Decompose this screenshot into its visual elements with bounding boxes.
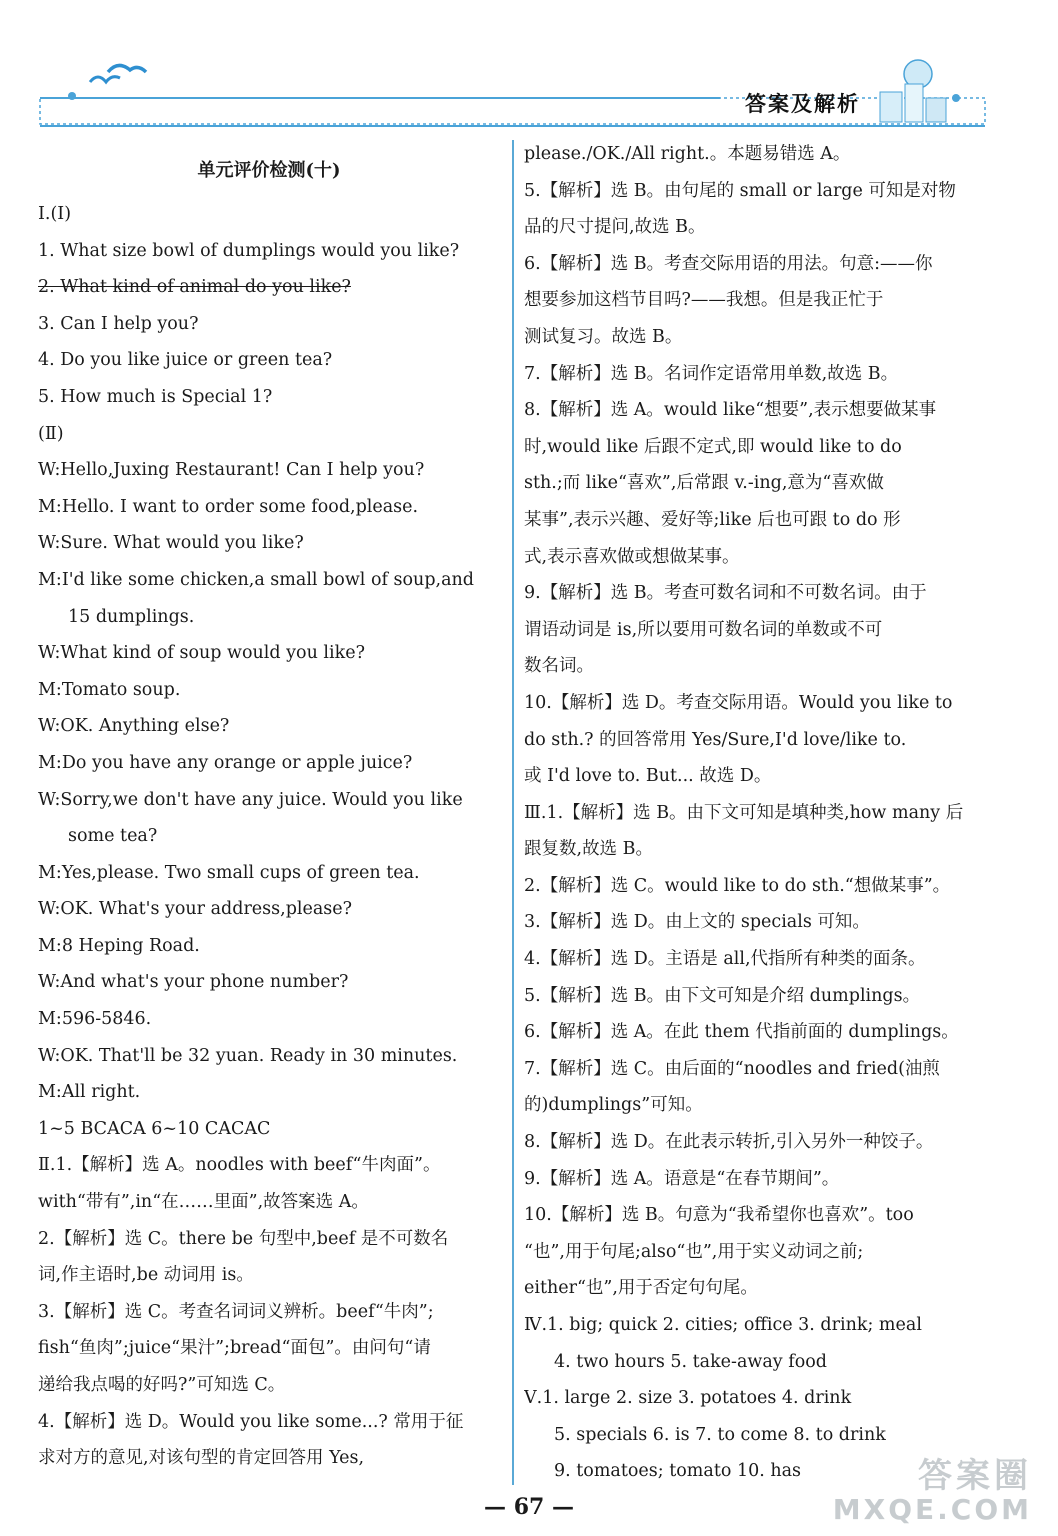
text-line: with“带有”,in“在……里面”,故答案选 A。 — [38, 1192, 369, 1213]
text-line: 10.【解析】选 D。考查交际用语。Would you like to — [524, 692, 953, 713]
text-line: 2.【解析】选 C。would like to do sth.“想做某事”。 — [524, 875, 951, 896]
text-line: M:I'd like some chicken,a small bowl of soup,and — [38, 569, 474, 590]
text-line: Ⅰ.(Ⅰ) — [38, 204, 72, 224]
text-line: W:OK. What's your address,please? — [38, 899, 353, 920]
text-line: 跟复数,故选 B。 — [524, 839, 653, 860]
text-line: 9.【解析】选 B。考查可数名词和不可数名词。由于 — [524, 583, 927, 604]
text-line: Ⅴ.1. large 2. size 3. potatoes 4. drink — [524, 1388, 852, 1409]
text-line: W:Sorry,we don't have any juice. Would you like — [38, 789, 463, 810]
text-line: W:Sure. What would you like? — [38, 533, 304, 554]
text-line: fish“鱼肉”;juice“果汁”;bread“面包”。由问句“请 — [38, 1338, 431, 1359]
text-line: W:And what's your phone number? — [38, 972, 349, 993]
text-line: W:OK. That'll be 32 yuan. Ready in 30 minutes. — [38, 1045, 458, 1066]
section-title: 单元评价检测(十) — [197, 160, 341, 181]
text-line: 4. two hours 5. take-away food — [554, 1351, 828, 1372]
text-line: 数名词。 — [524, 656, 594, 677]
right-column — [524, 136, 986, 1490]
text-line: 6.【解析】选 A。在此 them 代指前面的 dumplings。 — [524, 1022, 959, 1043]
text-line: 的)dumplings”可知。 — [524, 1095, 703, 1116]
text-line: 式,表示喜欢做或想做某事。 — [524, 546, 740, 567]
text-line: 10.【解析】选 B。句意为“我希望你也喜欢”。too — [524, 1205, 914, 1226]
bird-icon — [90, 77, 120, 82]
text-line: M:Tomato soup. — [38, 679, 181, 700]
text-line: W:What kind of soup would you like? — [38, 643, 365, 664]
text-line: M:Yes,please. Two small cups of green tea. — [38, 862, 420, 883]
text-line: 求对方的意见,对该句型的肯定回答用 Yes, — [38, 1448, 365, 1469]
text-line: 4.【解析】选 D。Would you like some...? 常用于征 — [38, 1411, 464, 1432]
text-line: Ⅱ.1.【解析】选 A。noodles with beef“牛肉面”。 — [38, 1155, 441, 1176]
text-line: do sth.? 的回答常用 Yes/Sure,I'd love/like to. — [524, 729, 907, 750]
text-line: 8.【解析】选 A。would like“想要”,表示想要做某事 — [524, 400, 937, 421]
watermark-text-bottom: MXQE.COM — [832, 1493, 1032, 1526]
text-line: (Ⅱ) — [38, 423, 64, 444]
bird-icon — [108, 65, 146, 72]
text-line: 6.【解析】选 B。考查交际用语的用法。句意:——你 — [524, 253, 933, 274]
text-line: 4.【解析】选 D。主语是 all,代指所有种类的面条。 — [524, 949, 926, 970]
text-line: sth.;而 like“喜欢”,后常跟 v.-ing,意为“喜欢做 — [524, 473, 884, 494]
text-line: either“也”,用于否定句句尾。 — [524, 1278, 758, 1299]
text-line: W:Hello,Juxing Restaurant! Can I help you? — [38, 460, 425, 481]
watermark-text-top: 答案圈 — [918, 1456, 1032, 1496]
text-line: 5. specials 6. is 7. to come 8. to drink — [554, 1424, 886, 1445]
text-line: 7.【解析】选 B。名词作定语常用单数,故选 B。 — [524, 363, 899, 384]
page-number: — 67 — — [484, 1494, 574, 1520]
text-line: 5.【解析】选 B。由下文可知是介绍 dumplings。 — [524, 985, 921, 1006]
text-line: 4. Do you like juice or green tea? — [38, 350, 333, 371]
text-line: 9. tomatoes; tomato 10. has — [554, 1461, 802, 1482]
text-line: 9.【解析】选 A。语意是“在春节期间”。 — [524, 1168, 840, 1189]
text-line: 1. What size bowl of dumplings would you like? — [38, 240, 460, 261]
text-line: some tea? — [68, 826, 158, 847]
text-line: 7.【解析】选 C。由后面的“noodles and fried(油煎 — [524, 1058, 940, 1079]
header-frame-decoration — [0, 0, 1058, 140]
text-line: 8.【解析】选 D。在此表示转折,引入另外一种饺子。 — [524, 1132, 934, 1153]
left-column — [38, 136, 500, 1477]
text-line: 2. What kind of animal do you like? — [38, 277, 351, 298]
text-line: M:8 Heping Road. — [38, 935, 200, 956]
text-line: “也”,用于句尾;also“也”,用于实义动词之前; — [524, 1241, 864, 1262]
text-line: 递给我点喝的好吗?”可知选 C。 — [38, 1375, 286, 1395]
text-line: 2.【解析】选 C。there be 句型中,beef 是不可数名 — [38, 1228, 449, 1249]
text-line: 测试复习。故选 B。 — [524, 326, 683, 347]
text-line: M:All right. — [38, 1082, 141, 1103]
text-line: 品的尺寸提问,故选 B。 — [524, 217, 706, 238]
text-line: 3. Can I help you? — [38, 313, 199, 334]
text-line: Ⅲ.1.【解析】选 B。由下文可知是填种类,how many 后 — [524, 802, 964, 823]
text-line: 某事”,表示兴趣、爱好等;like 后也可跟 to do 形 — [524, 509, 901, 530]
text-line: 词,作主语时,be 动词用 is。 — [38, 1265, 254, 1286]
text-line: 15 dumplings. — [68, 606, 195, 627]
text-line: M:Do you have any orange or apple juice? — [38, 752, 413, 773]
text-line: W:OK. Anything else? — [38, 716, 230, 737]
page-header — [0, 0, 1058, 140]
text-line: 3.【解析】选 D。由上文的 specials 可知。 — [524, 912, 870, 933]
text-line: 5.【解析】选 B。由句尾的 small or large 可知是对物 — [524, 180, 956, 201]
text-line: M:Hello. I want to order some food,please. — [38, 496, 419, 517]
text-line: 时,would like 后跟不定式,即 would like to do — [524, 436, 902, 457]
text-line: M:596-5846. — [38, 1009, 152, 1030]
text-line: 5. How much is Special 1? — [38, 386, 273, 407]
watermark-logo — [832, 1448, 1040, 1526]
text-line: Ⅳ.1. big; quick 2. cities; office 3. drink; meal — [524, 1315, 922, 1335]
column-divider — [512, 140, 514, 1485]
text-line: 想要参加这档节目吗?——我想。但是我正忙于 — [524, 290, 884, 311]
header-title: 答案及解析 — [745, 92, 860, 116]
answer-key-line: 1~5 BCACA 6~10 CACAC — [38, 1118, 271, 1139]
text-line: 或 I'd love to. But... 故选 D。 — [524, 766, 772, 787]
text-line: please./OK./All right.。本题易错选 A。 — [524, 144, 851, 164]
text-line: 3.【解析】选 C。考查名词词义辨析。beef“牛肉”; — [38, 1301, 434, 1322]
text-line: 谓语动词是 is,所以要用可数名词的单数或不可 — [524, 619, 883, 640]
